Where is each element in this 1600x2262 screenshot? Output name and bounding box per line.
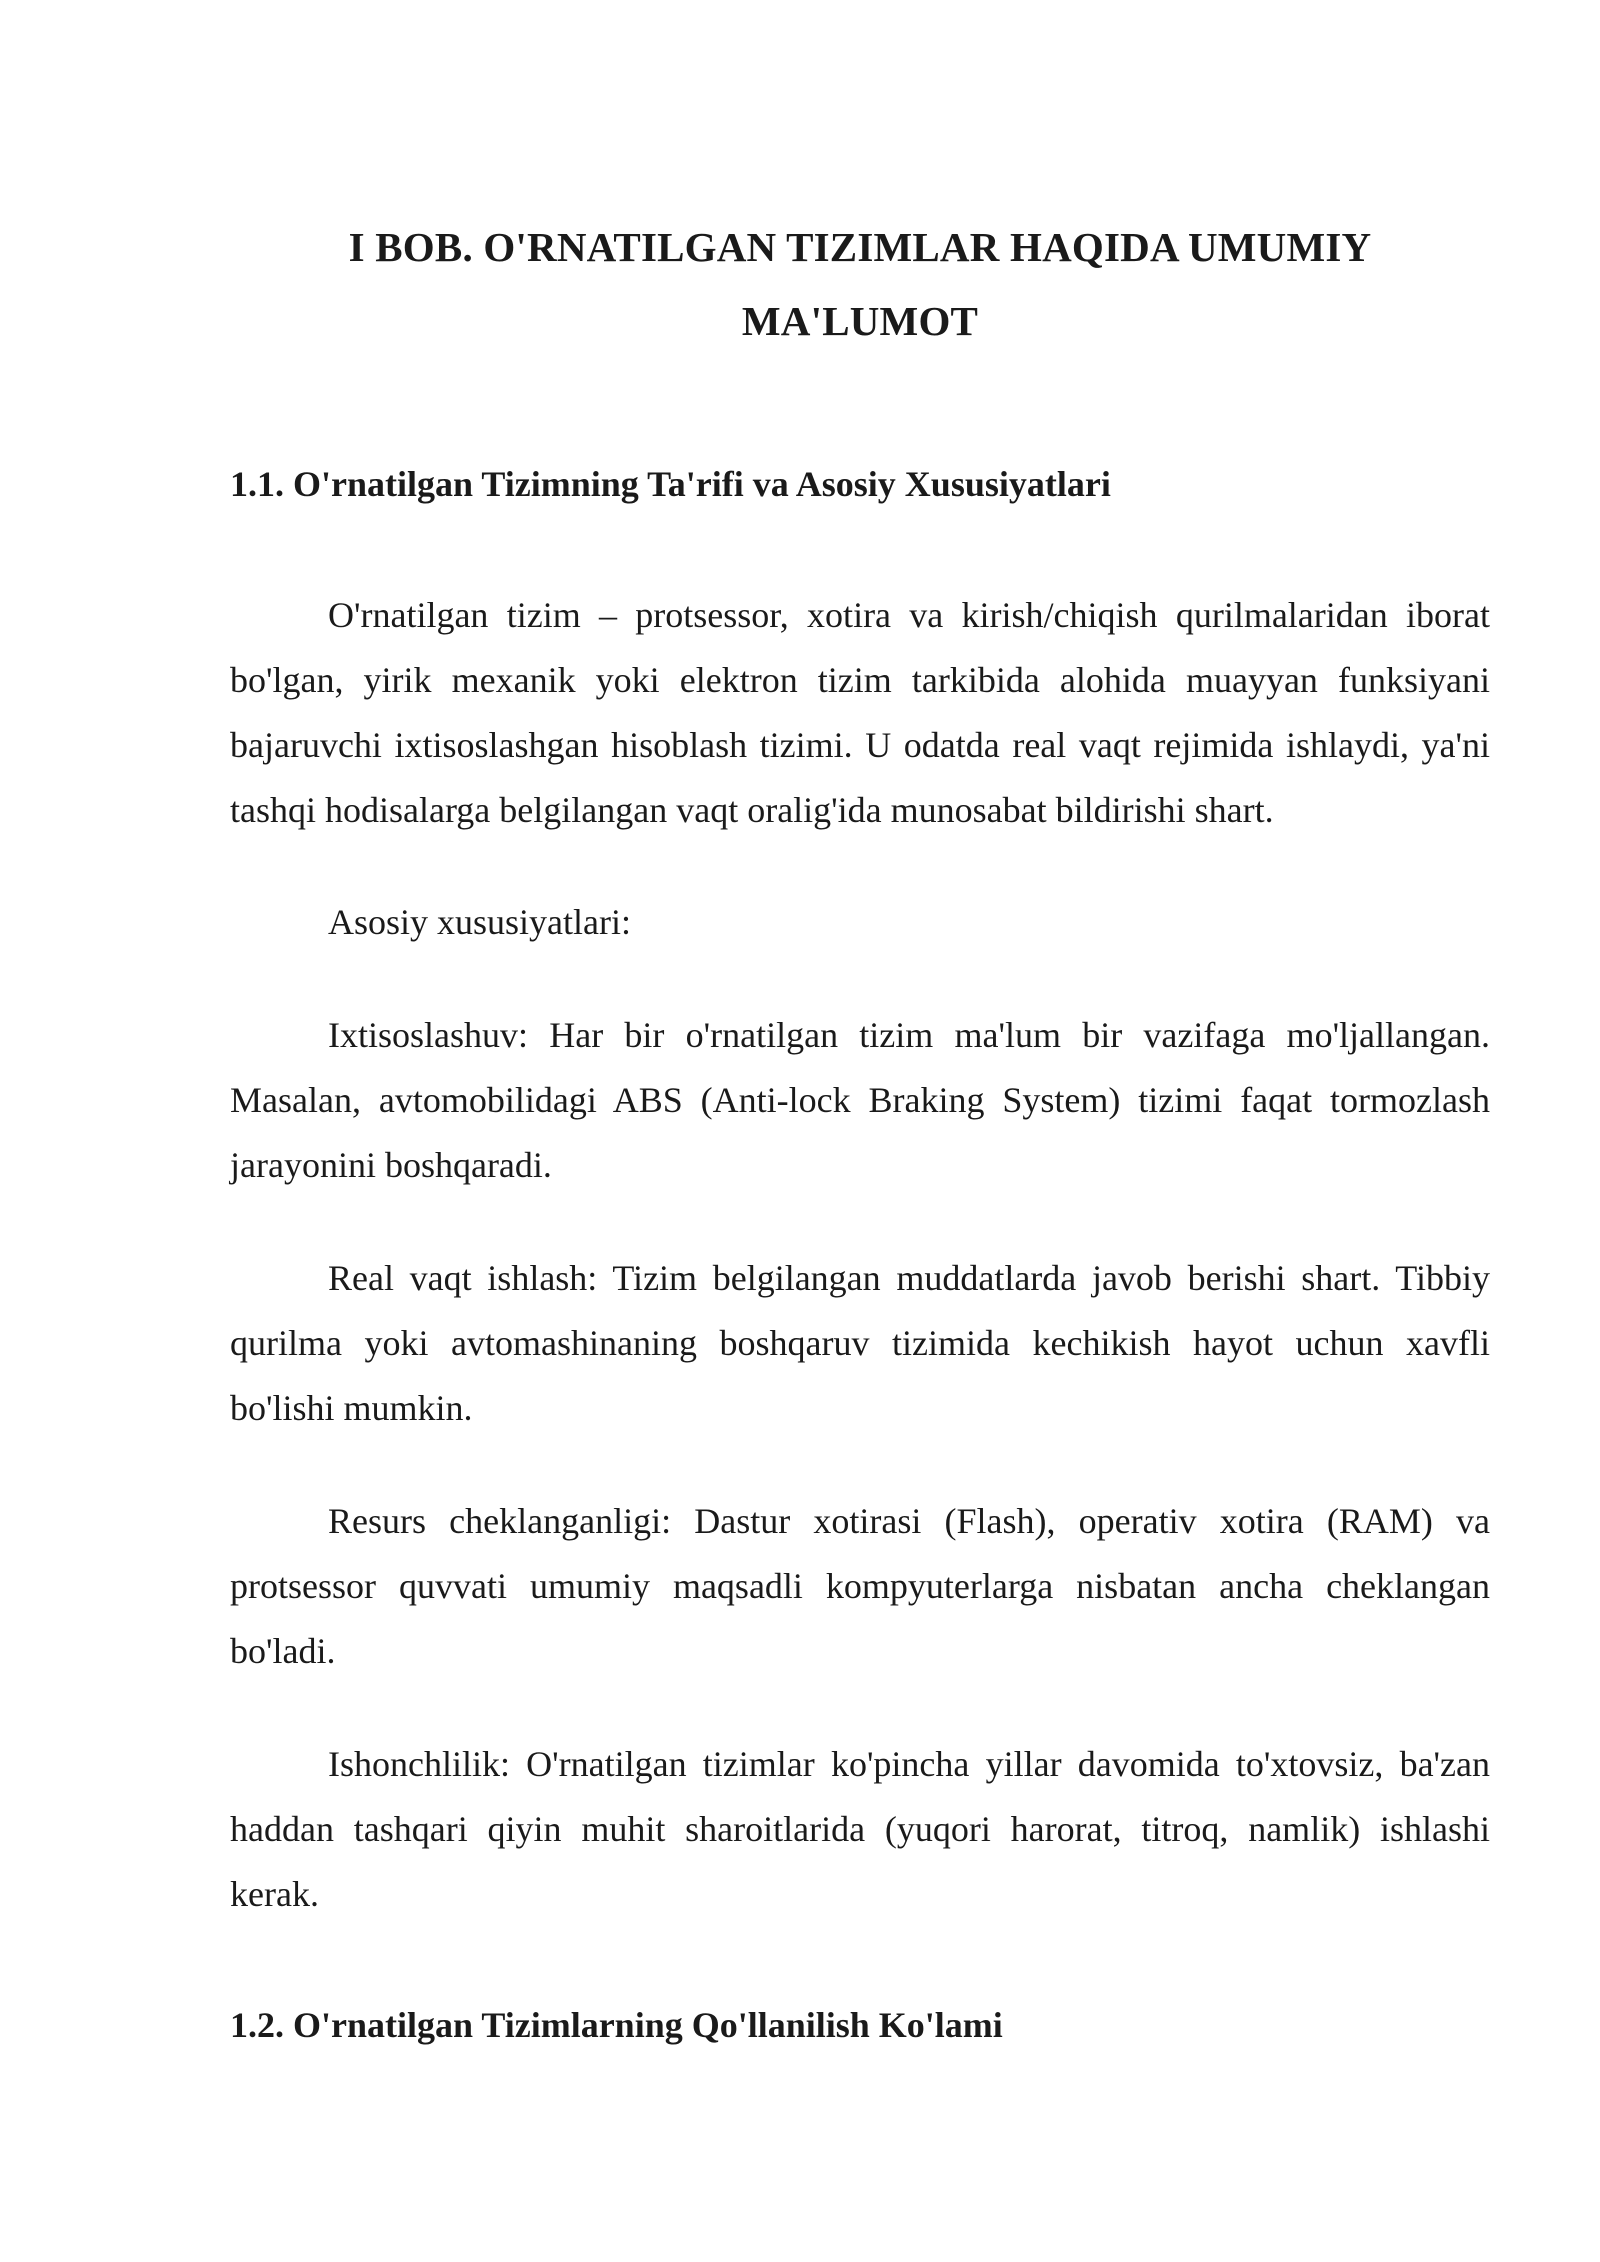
document-page — [230, 210, 1490, 2050]
definition-paragraph: O'rnatilgan tizim – protsessor, xotira va kirish/chiqish qurilmalaridan iborat bo'lgan, yirik mexanik yoki elektron tizim tarkibida alohida muayyan funksiyani bajaruvchi ixtisoslashgan hisoblash tizimi. U odatda real vaqt rejimida ishlaydi, ya'ni tashqi hodisalarga belgilangan vaqt oralig'ida munosabat bildirishi shart. — [230, 595, 1490, 830]
feature-paragraph-reliability: Ishonchlilik: O'rnatilgan tizimlar ko'pincha yillar davomida to'xtovsiz, ba'zan haddan tashqari qiyin muhit sharoitlarida (yuqori harorat, titroq, namlik) ishlashi kerak. — [230, 1744, 1490, 1914]
features-intro: Asosiy xususiyatlari: — [328, 902, 631, 942]
feature-paragraph-real-time: Real vaqt ishlash: Tizim belgilangan muddatlarda javob berishi shart. Tibbiy qurilma yoki avtomashinaning boshqaruv tizimida kechikish hayot uchun xavfli bo'lishi mumkin. — [230, 1258, 1490, 1428]
section-heading-1-2: 1.2. O'rnatilgan Tizimlarning Qo'llanilish Ko'lami — [230, 2005, 1003, 2045]
chapter-title: I BOB. O'RNATILGAN TIZIMLAR HAQIDA UMUMIY MA'LUMOT — [348, 224, 1372, 344]
section-heading-1-1: 1.1. O'rnatilgan Tizimning Ta'rifi va Asosiy Xususiyatlari — [230, 464, 1111, 504]
feature-paragraph-resource-limits: Resurs cheklanganligi: Dastur xotirasi (Flash), operativ xotira (RAM) va protsessor quvvati umumiy maqsadli kompyuterlarga nisbatan ancha cheklangan bo'ladi. — [230, 1501, 1490, 1671]
feature-paragraph-specialization: Ixtisoslashuv: Har bir o'rnatilgan tizim ma'lum bir vazifaga mo'ljallangan. Masalan, avtomobilidagi ABS (Anti-lock Braking System) tizimi faqat tormozlash jarayonini boshqaradi. — [230, 1015, 1490, 1185]
